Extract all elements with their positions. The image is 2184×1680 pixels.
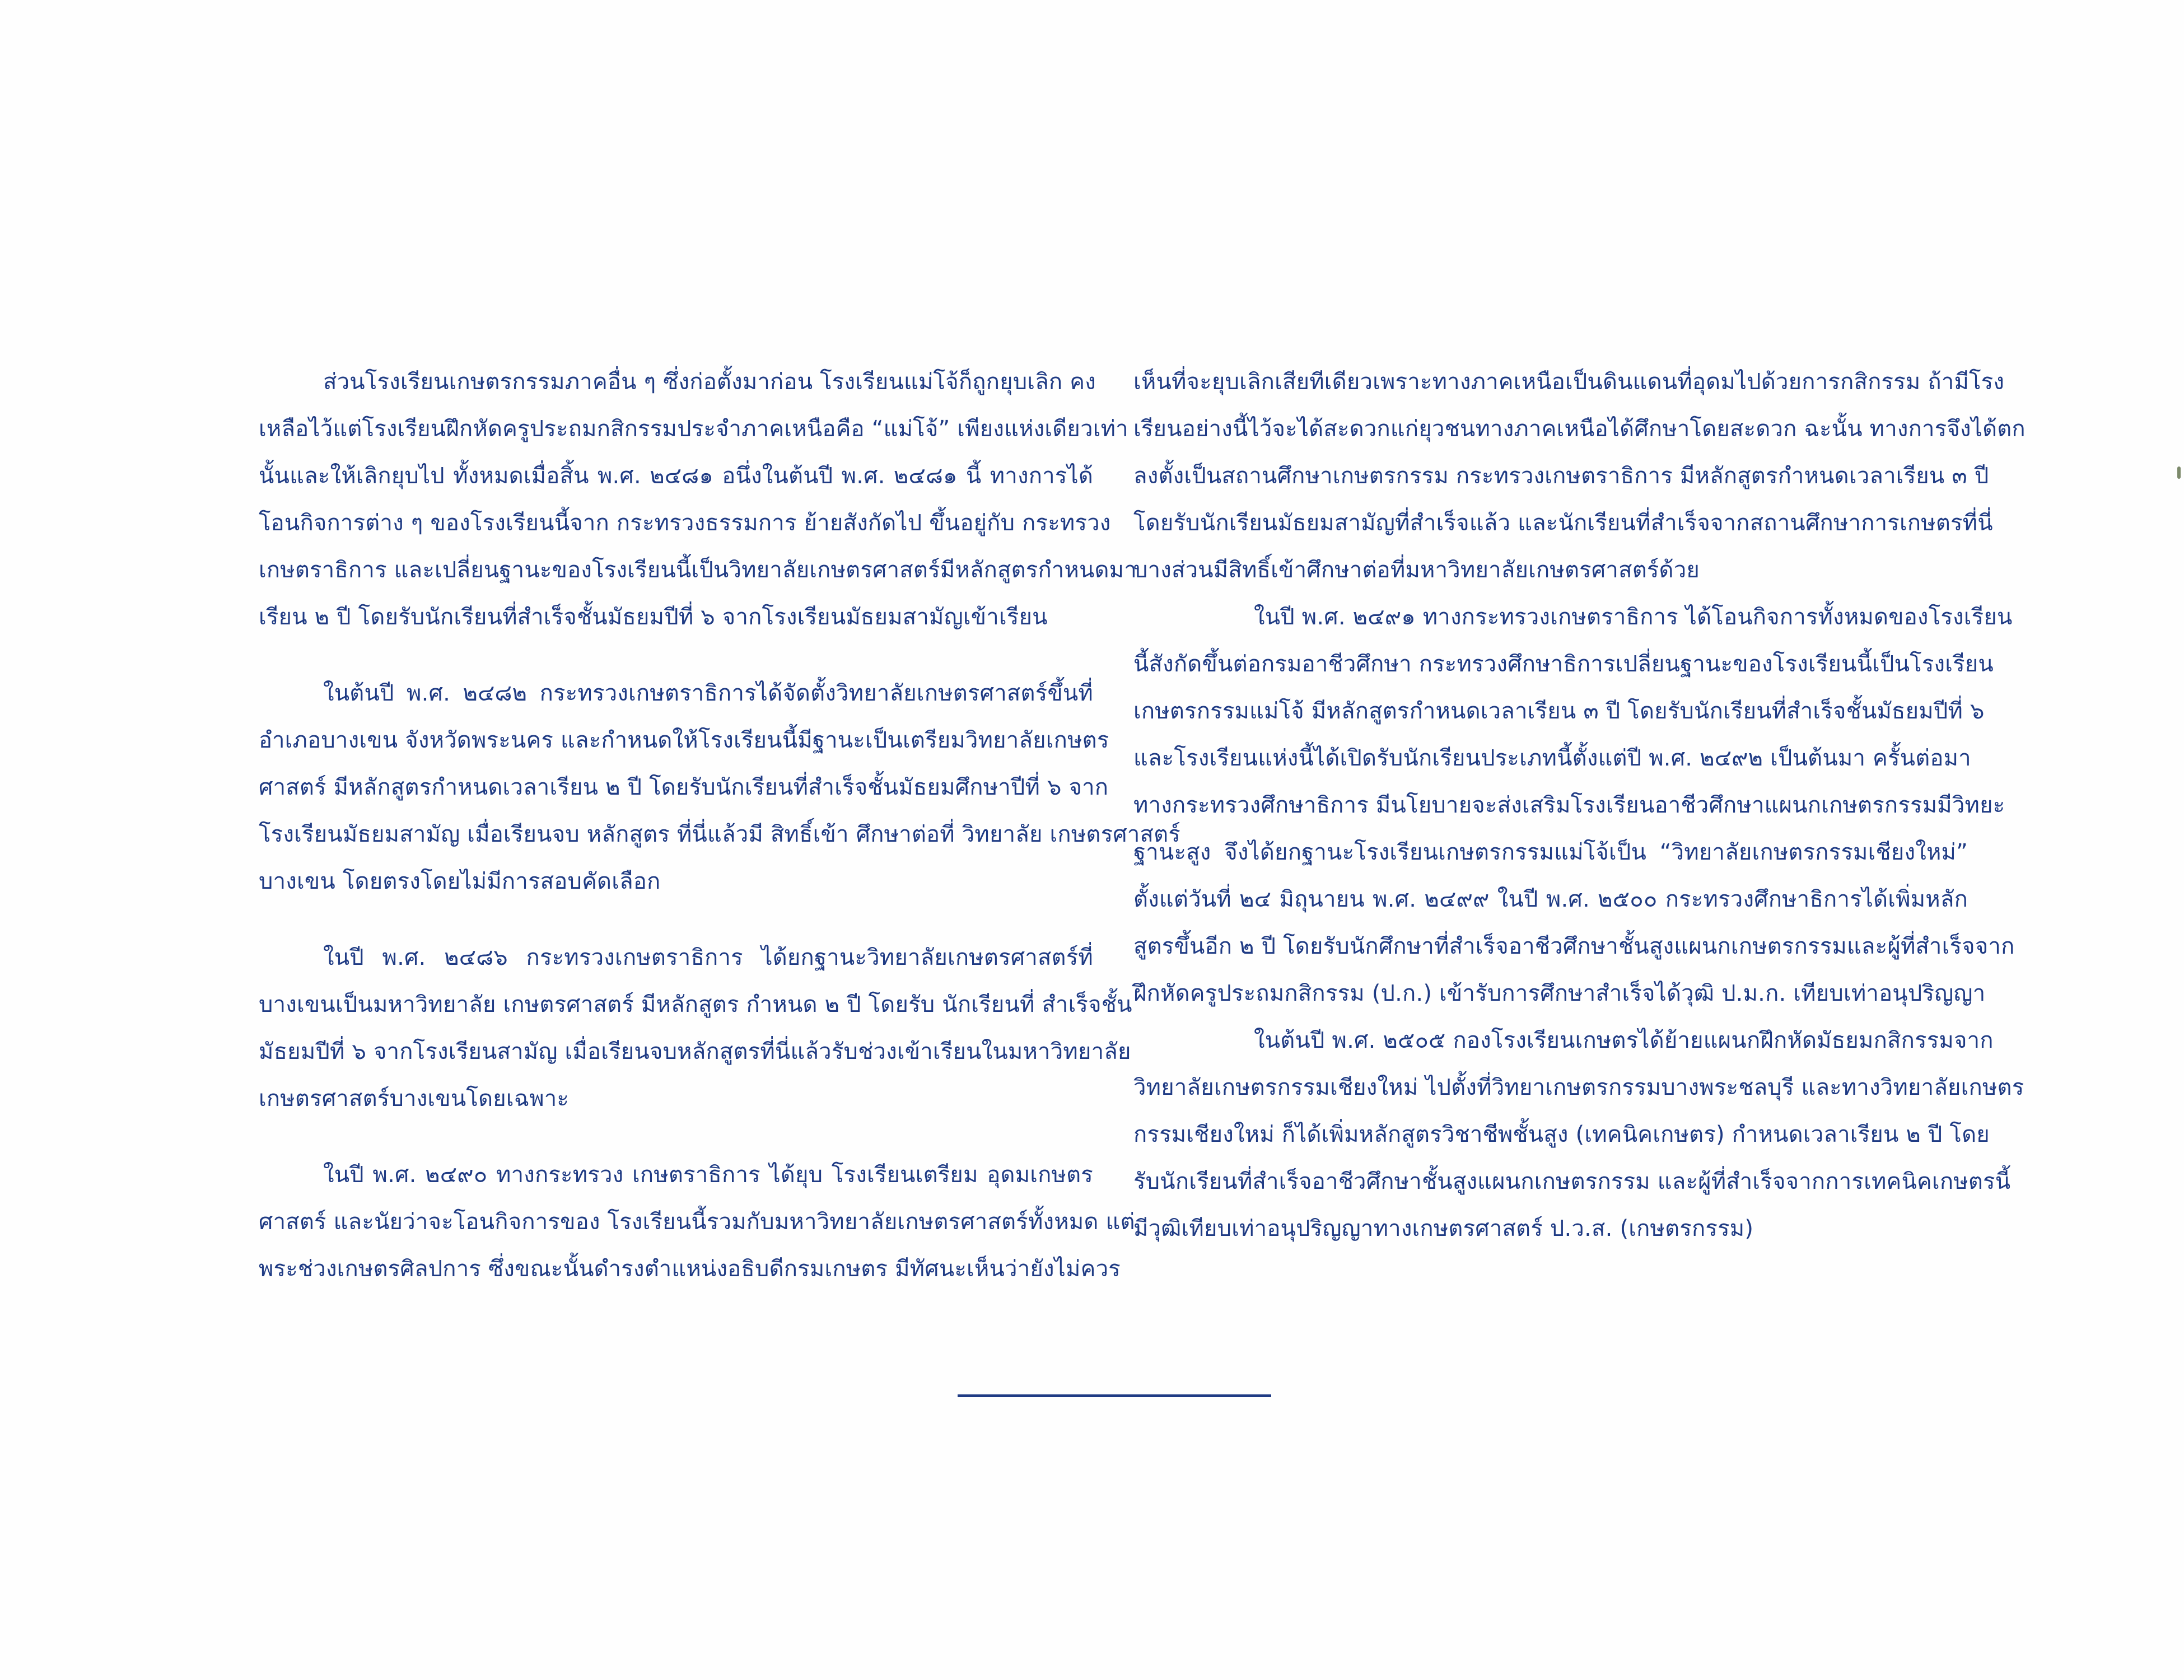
- text-line: เกษตรกรรมแม่โจ้ มีหลักสูตรกำหนดเวลาเรียน ๓ ปี โดยรับนักเรียนที่สำเร็จชั้นมัธยมปีที่ ๖: [1133, 698, 1985, 724]
- text-line: สูตรขึ้นอีก ๒ ปี โดยรับนักศึกษาที่สำเร็จอาชีวศึกษาชั้นสูงแผนกเกษตรกรรมและผู้ที่สำเร็จจาก: [1133, 934, 2015, 959]
- text-line: รับนักเรียนที่สำเร็จอาชีวศึกษาชั้นสูงแผนกเกษตรกรรม และผู้ที่สำเร็จจากการเทคนิคเกษตรนี้: [1133, 1169, 2011, 1194]
- right-column: [1133, 358, 2026, 1252]
- text-line: ในปี พ.ศ. ๒๔๙๐ ทางกระทรวง เกษตราธิการ ได้ยุบ โรงเรียนเตรียม อุดมเกษตร: [323, 1162, 1093, 1188]
- text-line: ฝึกหัดครูประถมกสิกรรม (ป.ก.) เข้ารับการศึกษาสำเร็จได้วุฒิ ป.ม.ก. เทียบเท่าอนุปริญญา: [1133, 981, 1986, 1006]
- text-line: เรียน ๒ ปี โดยรับนักเรียนที่สำเร็จชั้นมัธยมปีที่ ๖ จากโรงเรียนมัธยมสามัญเข้าเรียน: [259, 604, 1048, 630]
- text-line: อำเภอบางเขน จังหวัดพระนคร และกำหนดให้โรงเรียนนี้มีฐานะเป็นเตรียมวิทยาลัยเกษตร: [259, 727, 1109, 753]
- text-line: เกษตราธิการ และเปลี่ยนฐานะของโรงเรียนนี้เป็นวิทยาลัยเกษตรศาสตร์มีหลักสูตรกำหนดมา: [259, 557, 1137, 583]
- left-column: [259, 358, 1180, 1292]
- text-line: บางส่วนมีสิทธิ์เข้าศึกษาต่อที่มหาวิทยาลัยเกษตรศาสตร์ด้วย: [1133, 557, 1700, 583]
- paragraph: [259, 934, 1132, 1122]
- text-line: ในปี พ.ศ. ๒๔๙๑ ทางกระทรวงเกษตราธิการ ได้โอนกิจการทั้งหมดของโรงเรียน: [1254, 604, 2013, 630]
- text-line: ทางกระทรวงศึกษาธิการ มีนโยบายจะส่งเสริมโรงเรียนอาชีวศึกษาแผนกเกษตรกรรมมีวิทยะ: [1133, 792, 2005, 818]
- paragraph: [259, 670, 1180, 905]
- text-line: โอนกิจการต่าง ๆ ของโรงเรียนนี้จาก กระทรวงธรรมการ ย้ายสังกัดไป ขึ้นอยู่กับ กระทรวง: [259, 510, 1111, 536]
- text-line: ศาสตร์ และนัยว่าจะโอนกิจการของ โรงเรียนนี้รวมกับมหาวิทยาลัยเกษตรศาสตร์ทั้งหมด แต่: [259, 1209, 1135, 1235]
- section-divider: [958, 1394, 1271, 1397]
- text-line: เห็นที่จะยุบเลิกเสียทีเดียวเพราะทางภาคเหนือเป็นดินแดนที่อุดมไปด้วยการกสิกรรม ถ้ามีโรง: [1133, 369, 2005, 395]
- text-line: มัธยมปีที่ ๖ จากโรงเรียนสามัญ เมื่อเรียนจบหลักสูตรที่นี่แล้วรับช่วงเข้าเรียนในมหาวิทยาลัย: [259, 1039, 1131, 1065]
- paragraph: [1133, 1017, 2024, 1252]
- text-line: บางเขน โดยตรงโดยไม่มีการสอบคัดเลือก: [259, 869, 661, 894]
- text-line: เกษตรศาสตร์บางเขนโดยเฉพาะ: [259, 1086, 570, 1112]
- text-line: บางเขนเป็นมหาวิทยาลัย เกษตรศาสตร์ มีหลักสูตร กำหนด ๒ ปี โดยรับ นักเรียนที่ สำเร็จชั้น: [259, 992, 1132, 1018]
- text-line: พระช่วงเกษตรศิลปการ ซึ่งขณะนั้นดำรงตำแหน่งอธิบดีกรมเกษตร มีทัศนะเห็นว่ายังไม่ควร: [259, 1256, 1121, 1282]
- text-line: มีวุฒิเทียบเท่าอนุปริญญาทางเกษตรศาสตร์ ป.ว.ส. (เกษตรกรรม): [1133, 1216, 1754, 1242]
- text-line: และโรงเรียนแห่งนี้ได้เปิดรับนักเรียนประเภทนี้ตั้งแต่ปี พ.ศ. ๒๔๙๒ เป็นต้นมา ครั้นต่อมา: [1133, 745, 1971, 771]
- text-line: นั้นและให้เลิกยุบไป ทั้งหมดเมื่อสิ้น พ.ศ. ๒๔๘๑ อนึ่งในต้นปี พ.ศ. ๒๔๘๑ นี้ ทางการได้: [259, 463, 1093, 489]
- text-line: ศาสตร์ มีหลักสูตรกำหนดเวลาเรียน ๒ ปี โดยรับนักเรียนที่สำเร็จชั้นมัธยมศึกษาปีที่ ๖ จาก: [259, 774, 1109, 800]
- text-line: เหลือไว้แต่โรงเรียนฝึกหัดครูประถมกสิกรรมประจำภาคเหนือคือ “แม่โจ้” เพียงแห่งเดียวเท่า: [259, 416, 1128, 442]
- paragraph: [259, 358, 1137, 641]
- paragraph: [1133, 594, 2015, 1017]
- text-line: ในปี พ.ศ. ๒๔๘๖ กระทรวงเกษตราธิการ ได้ยกฐานะวิทยาลัยเกษตรศาสตร์ที่: [323, 945, 1093, 970]
- text-line: นี้สังกัดขึ้นต่อกรมอาชีวศึกษา กระทรวงศึกษาธิการเปลี่ยนฐานะของโรงเรียนนี้เป็นโรงเรียน: [1133, 651, 1994, 677]
- paragraph: [259, 1151, 1135, 1292]
- text-line: วิทยาลัยเกษตรกรรมเชียงใหม่ ไปตั้งที่วิทยาเกษตรกรรมบางพระชลบุรี และทางวิทยาลัยเกษตร: [1133, 1075, 2024, 1100]
- text-line: ตั้งแต่วันที่ ๒๔ มิถุนายน พ.ศ. ๒๔๙๙ ในปี พ.ศ. ๒๕๐๐ กระทรวงศึกษาธิการได้เพิ่มหลัก: [1133, 886, 1968, 912]
- scan-edge-mark: [2177, 466, 2181, 479]
- text-line: ในต้นปี พ.ศ. ๒๔๘๒ กระทรวงเกษตราธิการได้จัดตั้งวิทยาลัยเกษตรศาสตร์ขึ้นที่: [323, 680, 1093, 706]
- text-line: ในต้นปี พ.ศ. ๒๕๐๕ กองโรงเรียนเกษตรได้ย้ายแผนกฝึกหัดมัธยมกสิกรรมจาก: [1254, 1028, 1994, 1053]
- text-line: ส่วนโรงเรียนเกษตรกรรมภาคอื่น ๆ ซึ่งก่อตั้งมาก่อน โรงเรียนแม่โจ้ก็ถูกยุบเลิก คง: [323, 369, 1096, 395]
- text-line: โดยรับนักเรียนมัธยมสามัญที่สำเร็จแล้ว และนักเรียนที่สำเร็จจากสถานศึกษาการเกษตรที่นี่: [1133, 510, 1993, 536]
- text-line: กรรมเชียงใหม่ ก็ได้เพิ่มหลักสูตรวิชาชีพชั้นสูง (เทคนิคเกษตร) กำหนดเวลาเรียน ๒ ปี โดย: [1133, 1122, 1990, 1147]
- text-line: ลงตั้งเป็นสถานศึกษาเกษตรกรรม กระทรวงเกษตราธิการ มีหลักสูตรกำหนดเวลาเรียน ๓ ปี: [1133, 463, 1989, 489]
- paragraph: [1133, 358, 2026, 594]
- text-line: เรียนอย่างนี้ไว้จะได้สะดวกแก่ยุวชนทางภาคเหนือได้ศึกษาโดยสะดวก ฉะนั้น ทางการจึงได้ตก: [1133, 416, 2026, 442]
- text-line: ฐานะสูง จึงได้ยกฐานะโรงเรียนเกษตรกรรมแม่โจ้เป็น “วิทยาลัยเกษตรกรรมเชียงใหม่”: [1133, 839, 1968, 865]
- text-line: โรงเรียนมัธยมสามัญ เมื่อเรียนจบ หลักสูตร ที่นี่แล้วมี สิทธิ์เข้า ศึกษาต่อที่ วิทยาลัย เกษตรศาสตร์: [259, 822, 1180, 847]
